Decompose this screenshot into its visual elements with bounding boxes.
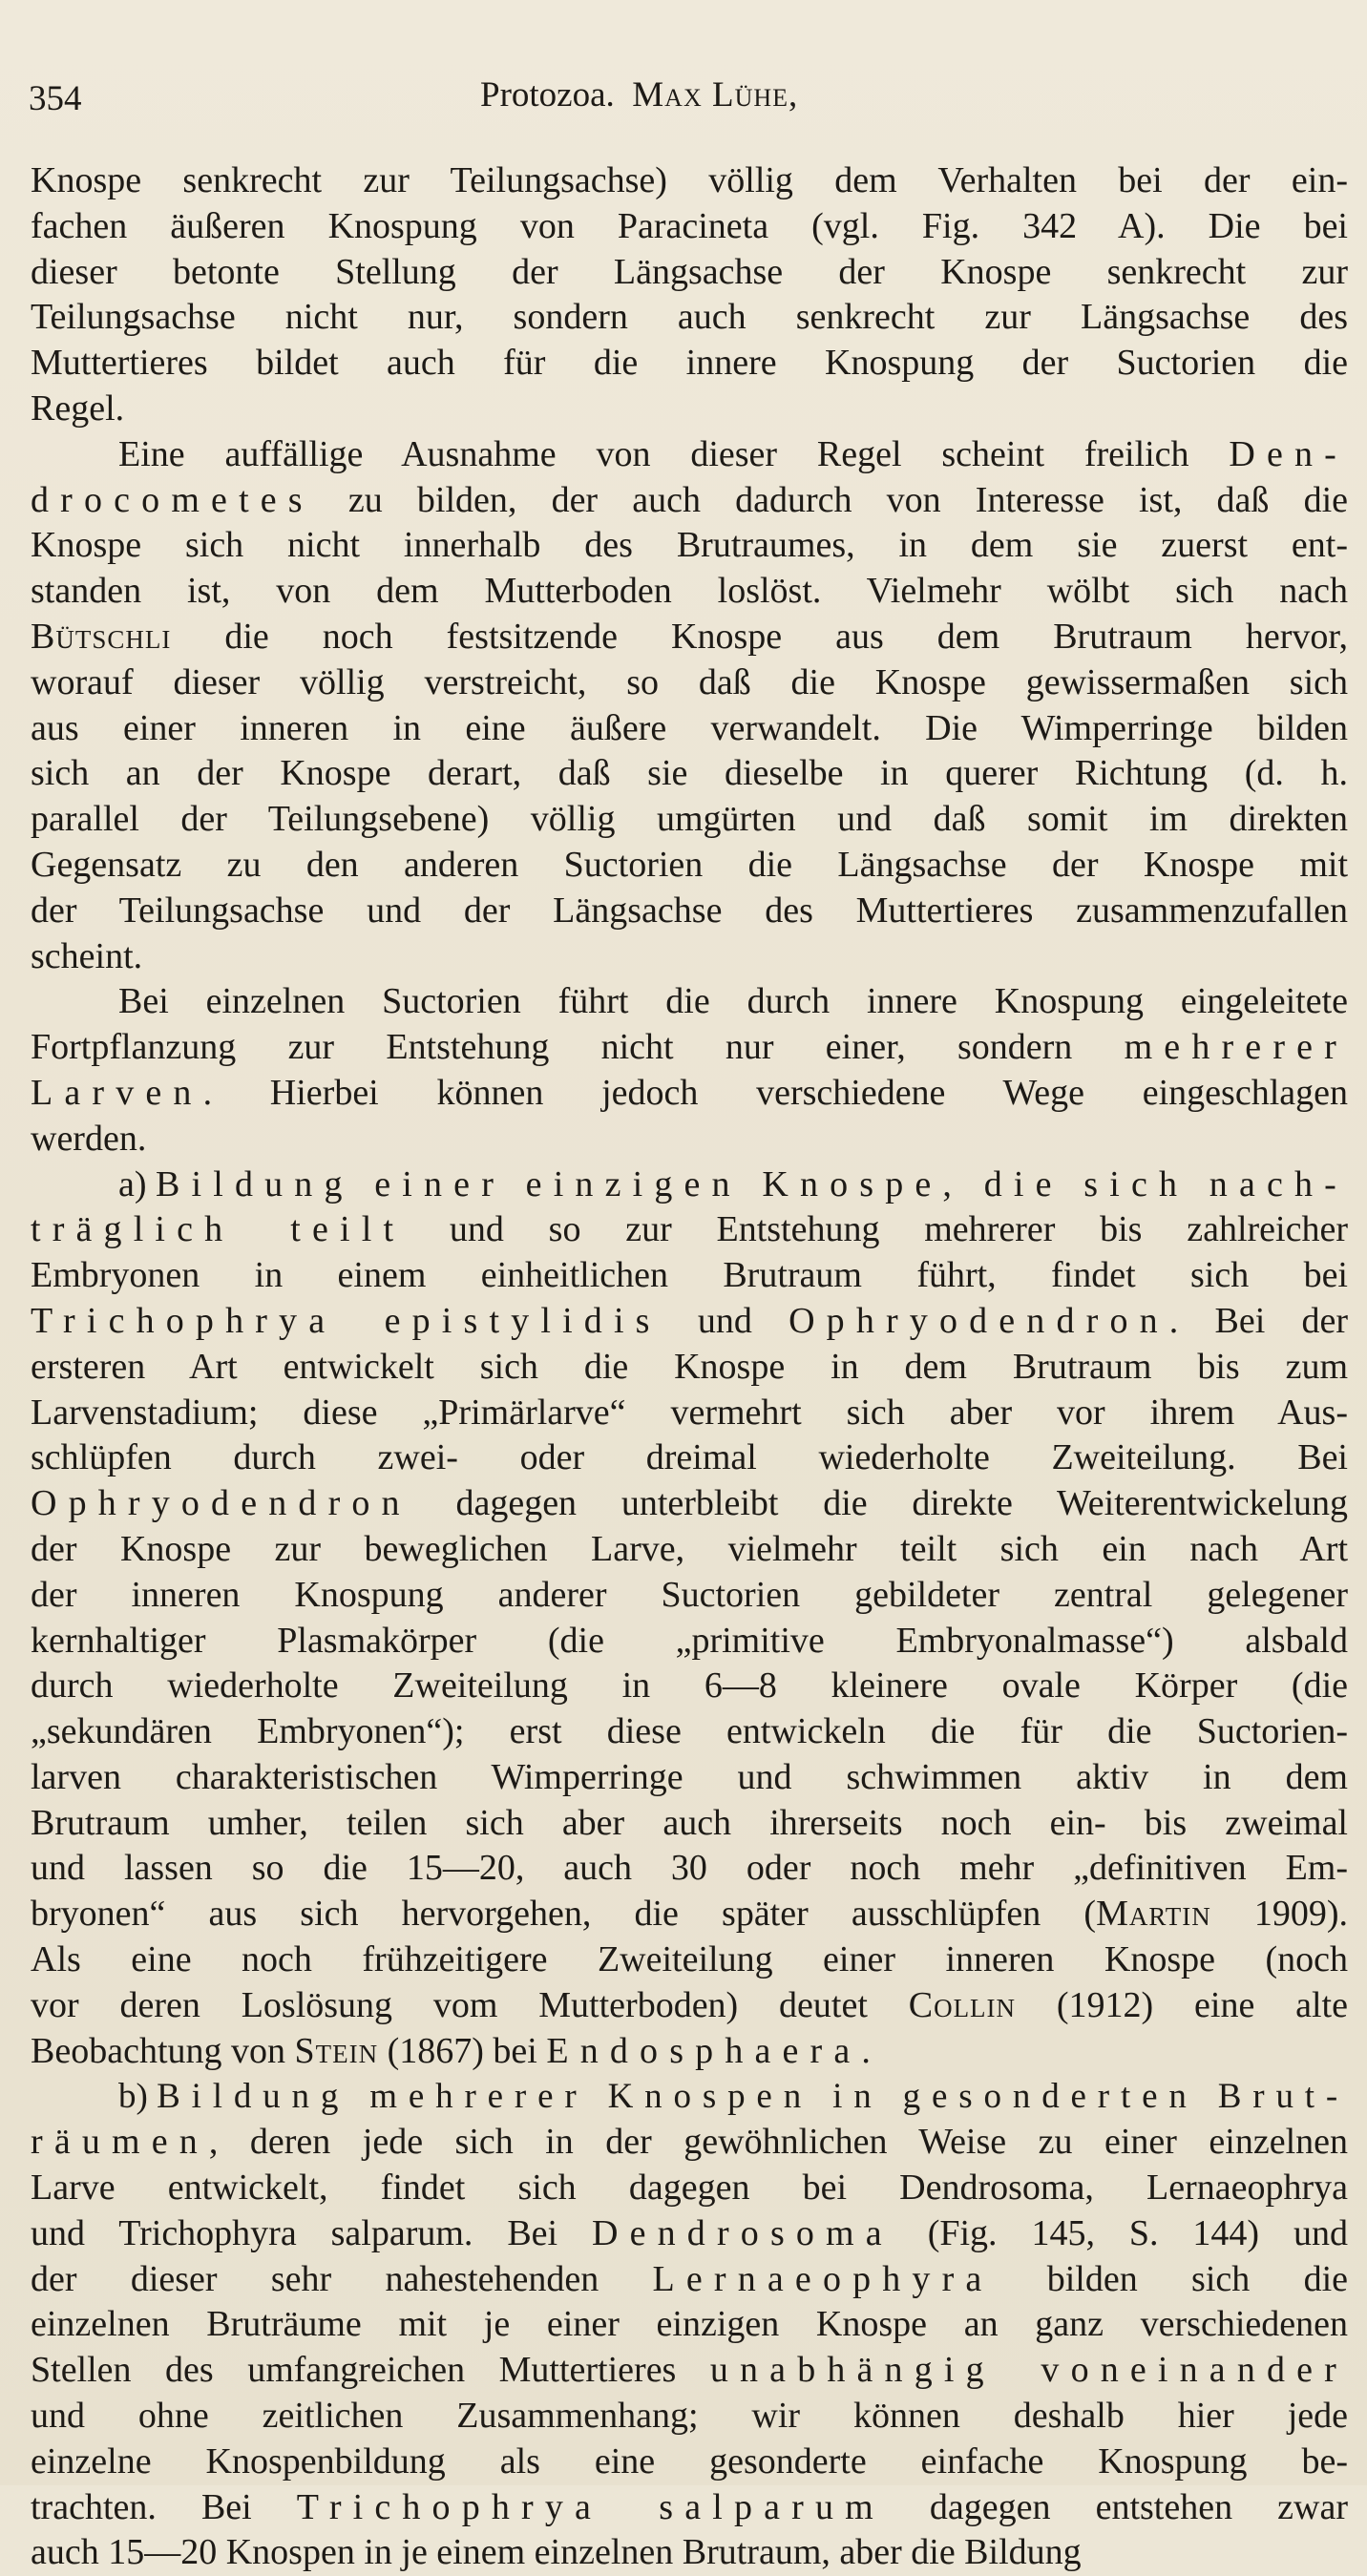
body-text bbox=[31, 158, 1348, 2576]
text-segment: zu bilden, der auch dadurch von Interesse ist, daß die bbox=[313, 479, 1348, 520]
text-segment: einzelnen Bruträume mit je einer einzigen Knospe an ganz verschiedenen bbox=[31, 2304, 1348, 2345]
text-segment: Embryonen in einem einheitlichen Brutraum führt, findet sich bei bbox=[31, 1255, 1348, 1296]
text-segment: werden. bbox=[31, 1118, 147, 1159]
text-segment: der Knospe zur beweglichen Larve, vielmehr teilt sich ein nach Art bbox=[31, 1528, 1348, 1569]
text-segment: Teilungsachse nicht nur, sondern auch senkrecht zur Längsachse des bbox=[31, 297, 1348, 338]
text-segment: Als eine noch frühzeitigere Zweiteilung einer inneren Knospe (noch bbox=[31, 1939, 1348, 1980]
text-line bbox=[31, 1025, 1348, 1071]
text-segment: vor deren Loslösung vom Mutterboden) deutet bbox=[31, 1984, 909, 2025]
text-line bbox=[31, 751, 1348, 797]
text-line bbox=[31, 2074, 1348, 2120]
spaced-term: träglich teilt bbox=[31, 1209, 406, 1250]
spaced-term: Bildung einer einzigen Knospe, die sich nach- bbox=[156, 1163, 1348, 1204]
text-line bbox=[31, 1573, 1348, 1619]
spaced-term: Bildung mehrerer Knospen in gesonderten Brut- bbox=[157, 2077, 1350, 2117]
text-segment: und bbox=[661, 1300, 789, 1341]
text-segment: der inneren Knospung anderer Suctorien gebildeter zentral gelegener bbox=[31, 1574, 1348, 1615]
text-segment: Larve entwickelt, findet sich dagegen bei Dendrosoma, Lernaeophrya bbox=[31, 2168, 1348, 2209]
text-segment: standen ist, von dem Mutterboden loslöst. Vielmehr wölbt sich nach bbox=[31, 571, 1348, 612]
text-line bbox=[31, 204, 1348, 250]
author-name: Collin bbox=[908, 1984, 1017, 2025]
text-line bbox=[31, 1117, 1348, 1162]
text-segment: parallel der Teilungsebene) völlig umgürten und daß somit im direkten bbox=[31, 799, 1348, 840]
text-line bbox=[31, 1755, 1348, 1801]
text-segment: bryonen“ aus sich hervorgehen, die später ausschlüpfen ( bbox=[31, 1894, 1097, 1935]
text-line bbox=[31, 1983, 1348, 2029]
text-segment: Eine auffällige Ausnahme von dieser Regel scheint freilich bbox=[118, 433, 1230, 474]
spaced-term: Endosphaera bbox=[546, 2030, 862, 2071]
text-line bbox=[31, 2348, 1348, 2394]
text-segment: einzelne Knospenbildung als eine gesonderte einfache Knospung be- bbox=[31, 2440, 1348, 2482]
text-line bbox=[31, 2166, 1348, 2211]
text-line bbox=[31, 341, 1348, 387]
text-segment: a) bbox=[118, 1163, 157, 1204]
page-number: 354 bbox=[29, 79, 82, 118]
spaced-term: unabhängig voneinander bbox=[709, 2350, 1348, 2391]
text-segment: Beobachtung von bbox=[31, 2030, 295, 2071]
running-head-author: Max Lühe, bbox=[632, 75, 799, 115]
text-line bbox=[31, 2440, 1348, 2485]
text-line bbox=[31, 1071, 1348, 1117]
text-segment: larven charakteristischen Wimperringe und schwimmen aktiv in dem bbox=[31, 1756, 1348, 1797]
text-segment: Bei einzelnen Suctorien führt die durch innere Knospung eingeleitete bbox=[118, 981, 1348, 1022]
text-segment: dagegen entstehen zwar bbox=[884, 2486, 1348, 2527]
text-segment: Muttertieres bildet auch für die innere Knospung der Suctorien die bbox=[31, 343, 1348, 384]
text-segment: und ohne zeitlichen Zusammenhang; wir können deshalb hier jede bbox=[31, 2396, 1348, 2437]
text-line bbox=[31, 295, 1348, 341]
text-segment: die noch festsitzende Knospe aus dem Brutraum hervor, bbox=[171, 616, 1348, 657]
text-line bbox=[31, 889, 1348, 934]
text-segment: und so zur Entstehung mehrerer bis zahlreicher bbox=[405, 1209, 1348, 1250]
text-line bbox=[31, 1527, 1348, 1573]
text-segment: der Teilungsachse und der Längsachse des Muttertieres zusammenzufallen bbox=[31, 890, 1348, 931]
text-line bbox=[31, 1709, 1348, 1755]
text-line bbox=[31, 1937, 1348, 1983]
text-segment: und lassen so die 15—20, auch 30 oder noch mehr „definitiven Em- bbox=[31, 1848, 1348, 1889]
text-segment: der dieser sehr nahestehenden bbox=[31, 2258, 653, 2299]
text-line bbox=[31, 387, 1348, 432]
text-segment: „sekundären Embryonen“); erst diese entwickeln die für die Suctorien- bbox=[31, 1711, 1348, 1752]
text-segment: trachten. Bei bbox=[31, 2486, 297, 2527]
spaced-term: Trichophrya salparum bbox=[296, 2486, 885, 2527]
text-line bbox=[31, 158, 1348, 204]
spaced-term: Den- bbox=[1229, 433, 1348, 474]
text-segment: ersteren Art entwickelt sich die Knospe in dem Brutraum bis zum bbox=[31, 1346, 1348, 1387]
text-line bbox=[31, 1345, 1348, 1391]
text-segment: . Bei der bbox=[1168, 1300, 1348, 1341]
text-segment: . bbox=[861, 2030, 871, 2071]
text-segment: Larvenstadium; diese „Primärlarve“ vermehrt sich aber vor ihrem Aus- bbox=[31, 1392, 1348, 1433]
text-segment: schlüpfen durch zwei- oder dreimal wiederholte Zweiteilung. Bei bbox=[31, 1437, 1348, 1478]
text-segment: 1909). bbox=[1210, 1894, 1348, 1935]
text-line bbox=[31, 2211, 1348, 2257]
text-line bbox=[31, 1162, 1348, 1208]
running-head-section: Protozoa. bbox=[480, 75, 615, 115]
author-name: Bütschli bbox=[31, 616, 172, 657]
text-segment: kernhaltiger Plasmakörper (die „primitive Embryonalmasse“) alsbald bbox=[31, 1620, 1348, 1661]
text-line bbox=[31, 2302, 1348, 2348]
text-segment: (1912) eine alte bbox=[1016, 1984, 1348, 2025]
text-segment: fachen äußeren Knospung von Paracineta (vgl. Fig. 342 A). Die bei bbox=[31, 205, 1348, 246]
text-segment: scheint. bbox=[31, 935, 143, 976]
page-header bbox=[29, 74, 1346, 132]
text-line bbox=[31, 706, 1348, 752]
text-line bbox=[31, 1892, 1348, 1937]
text-segment: Fortpflanzung zur Entstehung nicht nur einer, sondern bbox=[31, 1027, 1125, 1068]
text-line bbox=[31, 979, 1348, 1025]
text-segment: auch 15—20 Knospen in je einem einzelnen Brutraum, aber die Bildung bbox=[31, 2532, 1082, 2573]
text-segment: . Hierbei können jedoch verschiedene Wege eingeschlagen bbox=[202, 1072, 1348, 1113]
text-line bbox=[31, 615, 1348, 660]
text-segment: Stellen des umfangreichen Muttertieres bbox=[31, 2350, 710, 2391]
text-line bbox=[31, 843, 1348, 889]
text-line bbox=[31, 2029, 1348, 2075]
spaced-term: Lernaeophyra bbox=[652, 2258, 994, 2299]
text-line bbox=[31, 1207, 1348, 1253]
text-segment: Knospe sich nicht innerhalb des Brutraumes, in dem sie zuerst ent- bbox=[31, 525, 1348, 566]
text-segment: aus einer inneren in eine äußere verwandelt. Die Wimperringe bilden bbox=[31, 707, 1348, 748]
text-segment: bilden sich die bbox=[993, 2258, 1348, 2299]
text-segment: Regel. bbox=[31, 387, 125, 429]
text-segment: Gegensatz zu den anderen Suctorien die Längsachse der Knospe mit bbox=[31, 844, 1348, 885]
spaced-term: drocometes bbox=[31, 479, 314, 520]
text-line bbox=[31, 1846, 1348, 1892]
spaced-term: räumen bbox=[31, 2122, 209, 2163]
text-segment: b) bbox=[118, 2077, 158, 2117]
text-line bbox=[31, 250, 1348, 296]
text-line bbox=[31, 523, 1348, 569]
spaced-term: Dendrosoma bbox=[592, 2212, 894, 2253]
text-line bbox=[31, 2257, 1348, 2303]
text-line bbox=[31, 1299, 1348, 1345]
text-segment: , deren jede sich in der gewöhnlichen Weise zu einer einzelnen bbox=[208, 2122, 1348, 2163]
text-line bbox=[31, 569, 1348, 615]
text-segment: (1867) bei bbox=[378, 2030, 547, 2071]
author-name: Stein bbox=[294, 2030, 379, 2071]
text-segment: durch wiederholte Zweiteilung in 6—8 kleinere ovale Körper (die bbox=[31, 1665, 1348, 1707]
text-line bbox=[31, 1391, 1348, 1436]
text-line bbox=[31, 1253, 1348, 1299]
text-line bbox=[31, 2394, 1348, 2440]
text-line bbox=[31, 660, 1348, 706]
text-line bbox=[31, 2530, 1348, 2576]
text-segment: Knospe senkrecht zur Teilungsachse) völlig dem Verhalten bei der ein- bbox=[31, 160, 1348, 200]
text-line bbox=[31, 2120, 1348, 2166]
spaced-term: Ophryodendron bbox=[31, 1483, 411, 1524]
text-line bbox=[31, 1801, 1348, 1847]
text-segment: dieser betonte Stellung der Längsachse der Knospe senkrecht zur bbox=[31, 251, 1348, 292]
spaced-term: mehrerer bbox=[1124, 1027, 1348, 1068]
text-line bbox=[31, 2485, 1348, 2531]
text-line bbox=[31, 1435, 1348, 1481]
spaced-term: Trichophrya epistylidis bbox=[31, 1300, 662, 1341]
text-segment: (Fig. 145, S. 144) und bbox=[893, 2212, 1348, 2253]
text-line bbox=[31, 934, 1348, 980]
spaced-term: Larven bbox=[31, 1072, 203, 1113]
running-head bbox=[480, 74, 798, 115]
text-segment: dagegen unterbleibt die direkte Weiterentwickelung bbox=[410, 1483, 1348, 1524]
text-line bbox=[31, 432, 1348, 478]
text-line bbox=[31, 1664, 1348, 1709]
text-segment: und Trichophyra salparum. Bei bbox=[31, 2212, 593, 2253]
text-segment: Brutraum umher, teilen sich aber auch ihrerseits noch ein- bis zweimal bbox=[31, 1802, 1348, 1843]
author-name: Martin bbox=[1096, 1894, 1211, 1935]
text-segment: sich an der Knospe derart, daß sie dieselbe in querer Richtung (d. h. bbox=[31, 753, 1348, 794]
text-line bbox=[31, 478, 1348, 524]
text-line bbox=[31, 1481, 1348, 1527]
text-line bbox=[31, 797, 1348, 843]
text-line bbox=[31, 1619, 1348, 1665]
spaced-term: Ophryodendron bbox=[789, 1300, 1169, 1341]
text-segment: worauf dieser völlig verstreicht, so daß die Knospe gewissermaßen sich bbox=[31, 661, 1348, 702]
